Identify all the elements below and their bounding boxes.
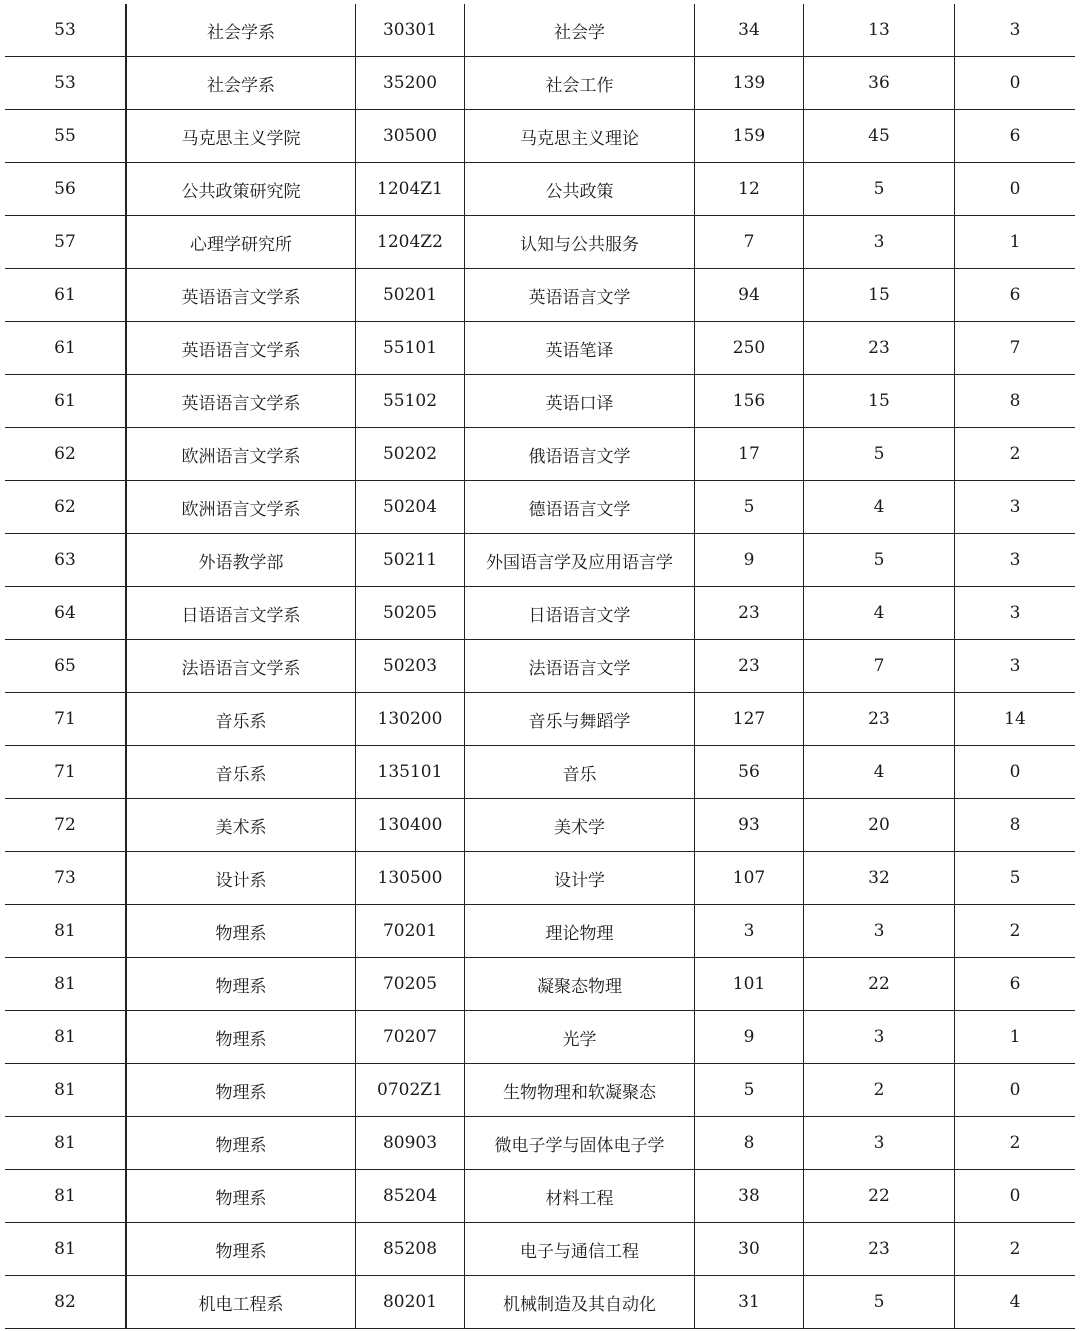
major-name-cell: 公共政策	[465, 163, 695, 216]
count-1-cell: 93	[695, 799, 804, 852]
dept-id-cell: 61	[5, 269, 126, 322]
count-3-cell: 3	[955, 587, 1076, 640]
major-code-cell: 55102	[356, 375, 465, 428]
count-2-cell: 4	[804, 746, 955, 799]
count-2-cell: 32	[804, 852, 955, 905]
major-name-cell: 马克思主义理论	[465, 110, 695, 163]
dept-id-cell: 81	[5, 1011, 126, 1064]
major-code-cell: 30301	[356, 4, 465, 57]
table-row	[5, 216, 1075, 269]
table-row	[5, 746, 1075, 799]
major-code-cell: 130400	[356, 799, 465, 852]
department-cell: 物理系	[126, 905, 356, 958]
major-code-cell: 130500	[356, 852, 465, 905]
dept-id-cell: 62	[5, 428, 126, 481]
dept-id-cell: 73	[5, 852, 126, 905]
major-name-cell: 机械制造及其自动化	[465, 1276, 695, 1329]
count-1-cell: 127	[695, 693, 804, 746]
table-row	[5, 110, 1075, 163]
department-cell: 物理系	[126, 1170, 356, 1223]
count-3-cell: 2	[955, 1117, 1076, 1170]
table-row	[5, 163, 1075, 216]
table-row	[5, 852, 1075, 905]
major-name-cell: 音乐	[465, 746, 695, 799]
count-1-cell: 23	[695, 640, 804, 693]
major-code-cell: 50201	[356, 269, 465, 322]
major-name-cell: 英语口译	[465, 375, 695, 428]
dept-id-cell: 56	[5, 163, 126, 216]
count-1-cell: 156	[695, 375, 804, 428]
count-1-cell: 159	[695, 110, 804, 163]
count-3-cell: 3	[955, 4, 1076, 57]
table-row	[5, 269, 1075, 322]
enrollment-table	[5, 4, 1075, 1329]
table-row	[5, 57, 1075, 110]
dept-id-cell: 82	[5, 1276, 126, 1329]
count-3-cell: 1	[955, 1011, 1076, 1064]
department-cell: 公共政策研究院	[126, 163, 356, 216]
count-1-cell: 23	[695, 587, 804, 640]
count-2-cell: 5	[804, 1276, 955, 1329]
count-3-cell: 0	[955, 57, 1076, 110]
department-cell: 社会学系	[126, 4, 356, 57]
table-row	[5, 1223, 1075, 1276]
table-row	[5, 1117, 1075, 1170]
major-name-cell: 电子与通信工程	[465, 1223, 695, 1276]
table-body	[5, 4, 1075, 1329]
dept-id-cell: 81	[5, 1064, 126, 1117]
major-name-cell: 生物物理和软凝聚态	[465, 1064, 695, 1117]
count-3-cell: 6	[955, 110, 1076, 163]
count-3-cell: 3	[955, 534, 1076, 587]
count-1-cell: 5	[695, 481, 804, 534]
count-1-cell: 94	[695, 269, 804, 322]
major-name-cell: 美术学	[465, 799, 695, 852]
count-1-cell: 56	[695, 746, 804, 799]
count-2-cell: 7	[804, 640, 955, 693]
count-1-cell: 139	[695, 57, 804, 110]
major-name-cell: 法语语言文学	[465, 640, 695, 693]
table-row	[5, 428, 1075, 481]
dept-id-cell: 62	[5, 481, 126, 534]
department-cell: 外语教学部	[126, 534, 356, 587]
department-cell: 物理系	[126, 1223, 356, 1276]
dept-id-cell: 53	[5, 4, 126, 57]
count-3-cell: 2	[955, 428, 1076, 481]
count-1-cell: 8	[695, 1117, 804, 1170]
major-code-cell: 1204Z2	[356, 216, 465, 269]
major-code-cell: 85204	[356, 1170, 465, 1223]
department-cell: 英语语言文学系	[126, 322, 356, 375]
count-2-cell: 5	[804, 428, 955, 481]
table-row	[5, 534, 1075, 587]
department-cell: 社会学系	[126, 57, 356, 110]
table-row	[5, 1064, 1075, 1117]
dept-id-cell: 57	[5, 216, 126, 269]
count-2-cell: 22	[804, 1170, 955, 1223]
count-1-cell: 30	[695, 1223, 804, 1276]
dept-id-cell: 81	[5, 1223, 126, 1276]
department-cell: 物理系	[126, 1117, 356, 1170]
department-cell: 英语语言文学系	[126, 375, 356, 428]
count-2-cell: 23	[804, 1223, 955, 1276]
count-2-cell: 15	[804, 269, 955, 322]
table-row	[5, 322, 1075, 375]
dept-id-cell: 55	[5, 110, 126, 163]
count-2-cell: 4	[804, 481, 955, 534]
count-1-cell: 7	[695, 216, 804, 269]
count-3-cell: 0	[955, 1170, 1076, 1223]
major-name-cell: 理论物理	[465, 905, 695, 958]
major-code-cell: 135101	[356, 746, 465, 799]
table-row	[5, 640, 1075, 693]
major-code-cell: 0702Z1	[356, 1064, 465, 1117]
major-code-cell: 70201	[356, 905, 465, 958]
count-2-cell: 22	[804, 958, 955, 1011]
count-3-cell: 7	[955, 322, 1076, 375]
count-1-cell: 107	[695, 852, 804, 905]
count-1-cell: 38	[695, 1170, 804, 1223]
count-3-cell: 3	[955, 640, 1076, 693]
major-code-cell: 80201	[356, 1276, 465, 1329]
count-1-cell: 9	[695, 534, 804, 587]
count-1-cell: 17	[695, 428, 804, 481]
count-3-cell: 0	[955, 163, 1076, 216]
dept-id-cell: 81	[5, 958, 126, 1011]
count-2-cell: 3	[804, 1117, 955, 1170]
major-code-cell: 70207	[356, 1011, 465, 1064]
major-name-cell: 凝聚态物理	[465, 958, 695, 1011]
major-name-cell: 俄语语言文学	[465, 428, 695, 481]
count-1-cell: 250	[695, 322, 804, 375]
major-code-cell: 130200	[356, 693, 465, 746]
count-3-cell: 8	[955, 799, 1076, 852]
major-name-cell: 英语语言文学	[465, 269, 695, 322]
major-name-cell: 英语笔译	[465, 322, 695, 375]
table-row	[5, 1170, 1075, 1223]
count-2-cell: 13	[804, 4, 955, 57]
department-cell: 物理系	[126, 958, 356, 1011]
department-cell: 物理系	[126, 1064, 356, 1117]
count-3-cell: 1	[955, 216, 1076, 269]
table-row	[5, 1011, 1075, 1064]
major-code-cell: 50204	[356, 481, 465, 534]
major-name-cell: 日语语言文学	[465, 587, 695, 640]
department-cell: 心理学研究所	[126, 216, 356, 269]
count-3-cell: 6	[955, 269, 1076, 322]
count-3-cell: 4	[955, 1276, 1076, 1329]
dept-id-cell: 65	[5, 640, 126, 693]
major-name-cell: 音乐与舞蹈学	[465, 693, 695, 746]
count-3-cell: 0	[955, 746, 1076, 799]
dept-id-cell: 72	[5, 799, 126, 852]
count-2-cell: 23	[804, 322, 955, 375]
dept-id-cell: 64	[5, 587, 126, 640]
count-3-cell: 5	[955, 852, 1076, 905]
dept-id-cell: 81	[5, 905, 126, 958]
count-1-cell: 3	[695, 905, 804, 958]
major-code-cell: 35200	[356, 57, 465, 110]
department-cell: 马克思主义学院	[126, 110, 356, 163]
department-cell: 英语语言文学系	[126, 269, 356, 322]
major-name-cell: 认知与公共服务	[465, 216, 695, 269]
count-1-cell: 31	[695, 1276, 804, 1329]
count-3-cell: 3	[955, 481, 1076, 534]
major-name-cell: 材料工程	[465, 1170, 695, 1223]
major-code-cell: 70205	[356, 958, 465, 1011]
count-2-cell: 3	[804, 1011, 955, 1064]
count-1-cell: 101	[695, 958, 804, 1011]
count-2-cell: 3	[804, 905, 955, 958]
count-1-cell: 5	[695, 1064, 804, 1117]
major-name-cell: 社会学	[465, 4, 695, 57]
count-2-cell: 45	[804, 110, 955, 163]
count-3-cell: 0	[955, 1064, 1076, 1117]
dept-id-cell: 53	[5, 57, 126, 110]
department-cell: 设计系	[126, 852, 356, 905]
major-code-cell: 80903	[356, 1117, 465, 1170]
department-cell: 音乐系	[126, 746, 356, 799]
enrollment-table-container	[5, 4, 1075, 1329]
table-row	[5, 1276, 1075, 1329]
count-2-cell: 23	[804, 693, 955, 746]
count-2-cell: 5	[804, 534, 955, 587]
count-2-cell: 5	[804, 163, 955, 216]
table-row	[5, 481, 1075, 534]
major-name-cell: 社会工作	[465, 57, 695, 110]
count-2-cell: 36	[804, 57, 955, 110]
major-code-cell: 55101	[356, 322, 465, 375]
major-code-cell: 1204Z1	[356, 163, 465, 216]
major-code-cell: 50203	[356, 640, 465, 693]
major-code-cell: 50211	[356, 534, 465, 587]
count-3-cell: 6	[955, 958, 1076, 1011]
major-name-cell: 微电子学与固体电子学	[465, 1117, 695, 1170]
department-cell: 日语语言文学系	[126, 587, 356, 640]
table-row	[5, 587, 1075, 640]
table-row	[5, 799, 1075, 852]
dept-id-cell: 71	[5, 693, 126, 746]
major-name-cell: 外国语言学及应用语言学	[465, 534, 695, 587]
table-row	[5, 958, 1075, 1011]
count-2-cell: 15	[804, 375, 955, 428]
department-cell: 法语语言文学系	[126, 640, 356, 693]
dept-id-cell: 63	[5, 534, 126, 587]
department-cell: 欧洲语言文学系	[126, 481, 356, 534]
major-name-cell: 设计学	[465, 852, 695, 905]
count-2-cell: 3	[804, 216, 955, 269]
department-cell: 音乐系	[126, 693, 356, 746]
table-row	[5, 375, 1075, 428]
major-code-cell: 85208	[356, 1223, 465, 1276]
dept-id-cell: 61	[5, 322, 126, 375]
major-code-cell: 50202	[356, 428, 465, 481]
count-1-cell: 9	[695, 1011, 804, 1064]
count-3-cell: 2	[955, 905, 1076, 958]
count-1-cell: 34	[695, 4, 804, 57]
table-row	[5, 905, 1075, 958]
department-cell: 美术系	[126, 799, 356, 852]
count-3-cell: 8	[955, 375, 1076, 428]
count-2-cell: 4	[804, 587, 955, 640]
major-code-cell: 50205	[356, 587, 465, 640]
department-cell: 物理系	[126, 1011, 356, 1064]
count-2-cell: 20	[804, 799, 955, 852]
dept-id-cell: 71	[5, 746, 126, 799]
dept-id-cell: 81	[5, 1117, 126, 1170]
department-cell: 机电工程系	[126, 1276, 356, 1329]
major-name-cell: 德语语言文学	[465, 481, 695, 534]
count-3-cell: 2	[955, 1223, 1076, 1276]
table-row	[5, 4, 1075, 57]
table-row	[5, 693, 1075, 746]
dept-id-cell: 61	[5, 375, 126, 428]
dept-id-cell: 81	[5, 1170, 126, 1223]
count-3-cell: 14	[955, 693, 1076, 746]
count-2-cell: 2	[804, 1064, 955, 1117]
department-cell: 欧洲语言文学系	[126, 428, 356, 481]
count-1-cell: 12	[695, 163, 804, 216]
major-name-cell: 光学	[465, 1011, 695, 1064]
major-code-cell: 30500	[356, 110, 465, 163]
